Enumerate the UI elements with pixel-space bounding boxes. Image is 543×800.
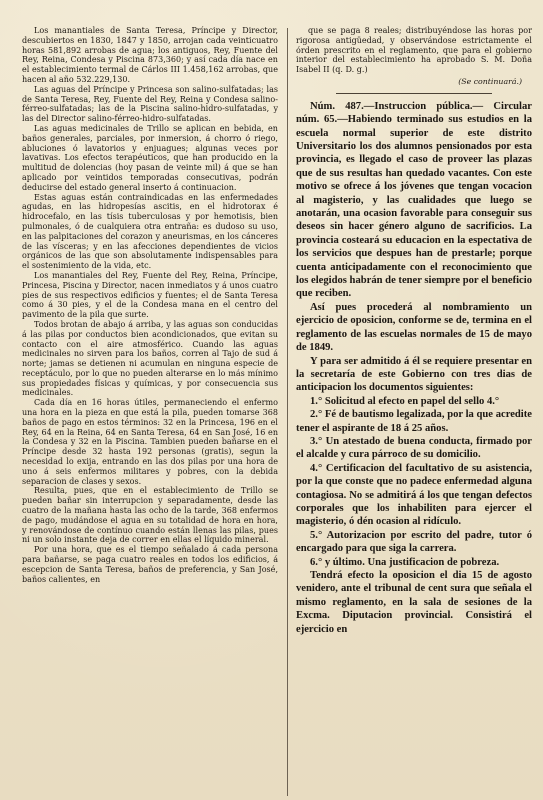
continuation-note: (Se continuará.) [458,76,522,86]
list-item: 2.° Fé de bautismo legalizada, por la que acredite tener el aspirante de 18 á 25 años. [296,409,532,434]
paragraph-requisitos: Y para ser admitido á él se requiere presentar en la secretaría de este Gobierno con tres dias de anticipacion los documentos siguientes: [296,355,532,394]
paragraph-aguas-tipos: Las aguas del Príncipe y Princesa son salino-sulfatadas; las de Santa Teresa, Rey, Fuente del Rey, Reina y Condesa salino-férreo-sulfatadas; las de la Piscina salino-hidro-sulfatadas, y las del Director salino-férreo-hidro-sulfatadas. [22,84,278,124]
paragraph-contraindicaciones: Estas aguas están contraindicadas en las enfermedades agudas, en las hidropesías ascitis, en el hidrotorax é hidrocefalo, en las tísis tuberculosas y por hemotisis, bien pulmonales, ó de cualquiera otra entraña: es dudoso su uso, en las palpitaciones del corazon y aneurismas, en los cánceres de las vísceras; y en las afecciones dependientes de vicios orgánicos de las que son absolutamente indispensables para el sostenimiento de la vida, etc. [22,192,278,271]
paragraph-continuation-text: que se paga 8 reales; distribuyéndose las horas por rigorosa antigüedad, y observándose estrictamente el órden prescrito en el reglamento, que para el gobierno interior del establecimiento ha aprobado S. M. Doña Isabel II (q. D. g.) [296,26,532,75]
list-item: 6.° y último. Una justificacion de pobreza. [310,556,500,568]
list-item: 5.° Autorizacion por escrito del padre, tutor ó encargado para que siga la carrera. [296,529,532,555]
list-item: 4.° Certificacion del facultativo de su asistencia, por la que conste que no padece enfermedad alguna contagiosa. No se admitirá á los que tengan defectos corporales que los inhabiliten para ejercer el magisterio, ó dén ocasion al ridículo. [296,462,532,528]
paragraph-oposicion: Así pues procederá al nombramiento un ejercicio de oposicion, conforme se de, termina en el reglamento de las escuelas normales de 15 de mayo de 1849. [296,301,532,354]
column-separator [287,28,288,796]
paragraph-aplicacion: Las aguas medicinales de Trillo se aplican en bebida, en baños generales, parciales, por inmersion, á chorro ó riego, abluciones ó lavatorios y enjuagues; algunas veces por lavativas. Los efectos terapéuticos, que han producido en la multitud de dolencias (hoy pasan de veinte mil) á que se han aplicado por veintidos temporadas consecutivas, podrán deducirse del estado general inserto á continuacion. [22,123,278,192]
paragraph-circular: Núm. 487.—Instruccion pública.— Circular núm. 65.—Habiendo terminado sus estudios en la escuela normal superior de este distrito Universitario los dos alumnos pensionados por esta provincia, es llegado el caso de proveer las plazas que de sus resultas han quedado vacantes. Con este motivo se ofrece á los jóvenes que tengan vocacion al magisterio, y las cualidades que luego se anotarán, una ocasion favorable para conseguir sus deseos sin hacer género alguno de sacrificios. La provincia costeará su educacion en la espectativa de los servicios que despues han de prestarle; porque cuenta anticipadamente con el reconocimiento que los elegidos habrán de tener siempre por el beneficio que reciben. [296,100,532,300]
section-divider [336,93,492,94]
list-item: 1.° Solicitud al efecto en papel del sello 4.° [310,395,500,407]
left-column [22,26,278,796]
paragraph-conduccion: Todos brotan de abajo á arriba, y las aguas son conducidas á las pilas por conductos bien acondicionados, que evitan su contacto con el aire atmosférico. Cuando las aguas medicinales no sirven para los baños, corren al Tajo de sud á norte; jamas se detienen ni acumulan en ninguna especie de receptáculo, por lo que no pueden alterarse en lo más mínimo sus propiedades físicas y químicas, y por consecuencia sus medicinales. [22,319,278,398]
list-item: 3.° Un atestado de buena conducta, firmado por el alcalde y cura párroco de su domicilio. [296,435,532,461]
paragraph-precio: Por una hora, que es el tiempo señalado á cada persona para bañarse, se paga cuatro reales en todos los edificios, á escepcion de Santa Teresa, baños de preferencia, y San José, baños calientes, en [22,545,278,584]
instruction-section [296,100,532,636]
paragraph-resulta: Resulta, pues, que en el establecimiento de Trillo se pueden bañar sin interrupcion y separadamente, desde las cuatro de la mañana hasta las ocho de la tarde, 368 enfermos de pago, mudándose el agua en su totalidad de hora en hora, y renovándose de contínuo cuando están llenas las pilas, pues ni un solo instante deja de correr en ellas el líquido mineral. [22,486,278,545]
paragraph-fecha-oposicion: Tendrá efecto la oposicion el dia 15 de agosto venidero, ante el tribunal de cent sura que señala el mismo reglamento, en la sala de sesiones de la Excma. Diputacion provincial. Consistirá el ejercicio en [296,570,532,635]
paragraph-manantiales: Los manantiales de Santa Teresa, Príncipe y Director, descubiertos en 1830, 1847 y 1850, arrojan cada veinticuatro horas 581,892 arrobas de agua; los antiguos, Rey, Fuente del Rey, Reina, Condesa y Piscina 873,360; y así cada día nace en el establecimiento termal de Cárlos III 1.458,162 arrobas, que hacen al año 532.229,130. [22,26,278,84]
paragraph-nacimiento: Los manantiales del Rey, Fuente del Rey, Reina, Príncipe, Princesa, Piscina y Director, nacen inmediatos y á unos cuatro pies de sus respectivos edificios y fuentes; el de Santa Teresa como á 30 pies, y el de la Condesa mana en el centro del pavimento de la pila que surte. [22,270,278,320]
right-column [296,26,532,796]
paragraph-banos-diarios: Cada día en 16 horas útiles, permaneciendo el enfermo una hora en la pieza en que está la pila, pueden tomarse 368 baños de pago en estos términos: 32 en la Princesa, 196 en el Rey, 64 en la Reina, 64 en Santa Teresa, 64 en San José, 16 en la Condesa y 32 en la Piscina. Tambien pueden bañarse en el Príncipe desde 32 hasta 192 personas (gratis), segun la necesidad lo exija, entrando en las dos pilas por una hora de uno á seis enfermos militares y pobres, con la debida separacion de clases y sexos. [22,398,278,486]
